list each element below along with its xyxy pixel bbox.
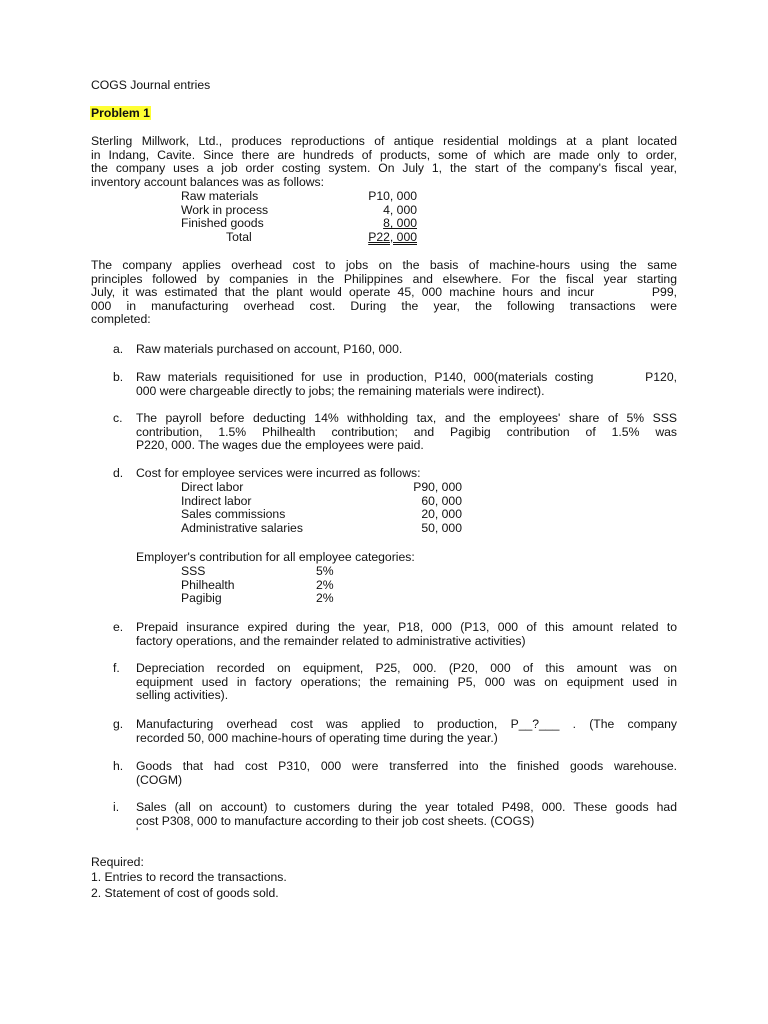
balance-value: 8, 000 (383, 216, 417, 231)
para-line: The company applies overhead cost to jobs on the basis of machine-hours using the same (91, 258, 677, 272)
item-letter: f. (113, 661, 120, 675)
item-letter: a. (113, 342, 124, 356)
inventory-balances-table (181, 190, 421, 246)
contribution-table (181, 565, 341, 607)
transaction-item-h: Goods that had cost P310, 000 were transferred into the finished goods warehouse. (COGM) (136, 759, 677, 787)
required-item: 2. Statement of cost of goods sold. (91, 886, 279, 901)
item-letter: b. (113, 370, 124, 384)
contribution-label: Pagibig (181, 591, 222, 606)
item-letter: g. (113, 717, 124, 731)
transaction-item-g: Manufacturing overhead cost was applied to production, P__?___ . (The company recorded 50, 000 machine-hours of operating time during the year.) (136, 717, 677, 745)
labor-label: Indirect labor (181, 493, 252, 508)
para-line: principles followed by companies in the Philippines and elsewhere. For the fiscal year starting (91, 271, 677, 286)
contribution-label: Philhealth (181, 577, 235, 592)
labor-label: Direct labor (181, 480, 244, 494)
transaction-item-a: Raw materials purchased on account, P160, 000. (136, 342, 403, 356)
transaction-item-c: The payroll before deducting 14% withholding tax, and the employees' share of 5% SSS contribution, 1.5% Philhealth contribution; and Pagibig contribution of 1.5% was P220, 000. The wages due the employees were paid. (136, 411, 677, 453)
overhead-paragraph (91, 259, 677, 327)
para-line: completed: (91, 312, 151, 327)
contribution-value: 5% (316, 564, 334, 578)
item-letter: h. (113, 759, 124, 773)
item-letter: d. (113, 466, 124, 480)
para-line: July, it was estimated that the plant would operate 45, 000 machine hours and incur P99, (91, 285, 677, 300)
employer-contribution-heading: Employer's contribution for all employee categories: (136, 550, 415, 564)
labor-label: Sales commissions (181, 507, 286, 522)
balance-total-label: Total (226, 229, 252, 244)
item-letter: i. (113, 800, 120, 814)
balance-label: Finished goods (181, 216, 264, 231)
contribution-value: 2% (316, 577, 334, 592)
intro-line: in Indang, Cavite. Since there are hundreds of products, some of which are made only to order, (91, 147, 677, 162)
labor-value: 60, 000 (421, 493, 462, 508)
contribution-label: SSS (181, 564, 206, 578)
transaction-item-f: Depreciation recorded on equipment, P25, 000. (P20, 000 of this amount was on equipment used in factory operations; the remaining P5, 000 was on equipment used in selling activities). (136, 661, 677, 703)
required-heading: Required: (91, 855, 144, 869)
transaction-item-e: Prepaid insurance expired during the year, P18, 000 (P13, 000 of this amount related to factory operations, and the remainder related to administrative activities) (136, 620, 677, 648)
intro-paragraph (91, 135, 677, 189)
document-title: COGS Journal entries (91, 78, 211, 92)
labor-label: Administrative salaries (181, 520, 303, 535)
intro-line: the company uses a job order costing system. On July 1, the start of the company's fiscal year, (91, 161, 677, 176)
required-section (91, 856, 287, 901)
transaction-item-i: Sales (all on account) to customers during the year totaled P498, 000. These goods had cost P308, 000 to manufacture according to their job cost sheets. (COGS) ' (136, 800, 677, 840)
problem-label: Problem 1 (91, 106, 150, 120)
item-letter: e. (113, 620, 124, 634)
balance-value: P10, 000 (368, 189, 417, 203)
balance-value: 4, 000 (383, 202, 417, 217)
intro-line: inventory account balances was as follows: (91, 174, 325, 189)
labor-value: 20, 000 (421, 507, 462, 522)
required-item: 1. Entries to record the transactions. (91, 869, 287, 884)
labor-value: 50, 000 (421, 520, 462, 535)
intro-line: Sterling Millwork, Ltd., produces reproductions of antique residential moldings at a plant located (91, 134, 677, 148)
balance-label: Work in process (181, 202, 269, 217)
item-letter: c. (113, 411, 123, 425)
transaction-item-b: Raw materials requisitioned for use in production, P140, 000(materials costing P120, 000 were chargeable directly to jobs; the remaining materials were indirect). (136, 370, 677, 398)
labor-value: P90, 000 (413, 480, 462, 494)
labor-cost-table (181, 481, 464, 537)
balance-label: Raw materials (181, 189, 259, 203)
transaction-item-d: Cost for employee services were incurred as follows: (136, 466, 421, 480)
contribution-value: 2% (316, 591, 334, 606)
para-line: 000 in manufacturing overhead cost. During the year, the following transactions were (91, 298, 677, 313)
balance-total-value: P22, 000 (368, 229, 417, 244)
